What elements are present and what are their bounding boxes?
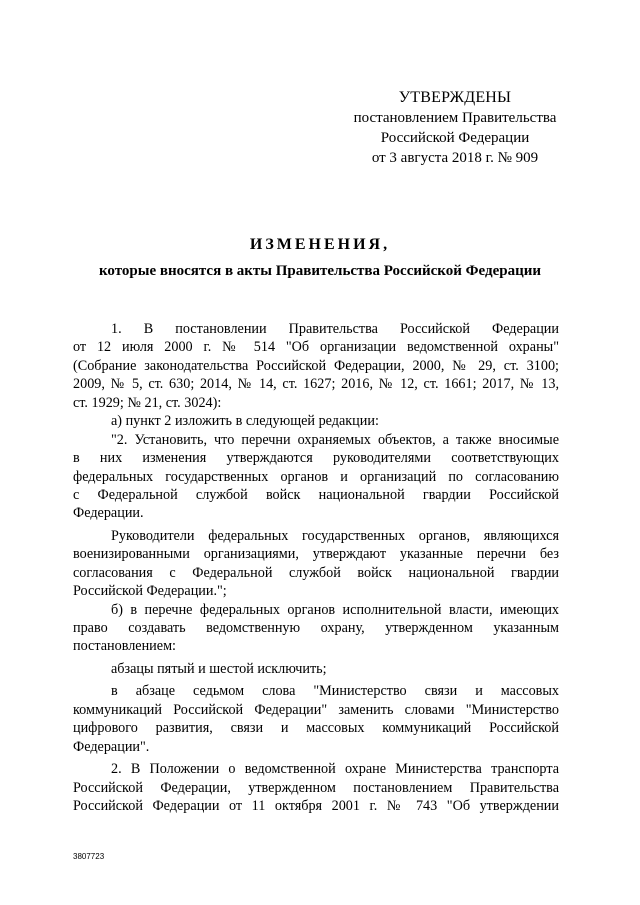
document-code: 3807723 [73,852,105,861]
body-line: ст. 1929; № 21, ст. 3024): [73,394,222,411]
body-line: абзацы пятый и шестой исключить; [111,660,327,677]
body-line: с Федеральной службой войск национальной гвардии Российской [73,486,559,503]
body-line: 2009, № 5, ст. 630; 2014, № 14, ст. 1627; 2016, № 12, ст. 1661; 2017, № 13, [73,376,559,393]
body-line: Руководители федеральных государственных органов, являющихся [111,527,559,544]
body-line: Российской Федерации, утвержденном постановлением Правительства [73,779,559,796]
approval-line-2: Российской Федерации [380,130,530,146]
document-body [73,320,559,815]
body-line: (Собрание законодательства Российской Федерации, 2000, № 29, ст. 3100; [73,357,559,374]
body-line: в них изменения утверждаются руководителями соответствующих [73,450,559,467]
body-line: а) пункт 2 изложить в следующей редакции: [111,413,379,430]
approval-line-1: постановлением Правительства [353,110,557,126]
body-line: согласования с Федеральной службой войск национальной гвардии [73,564,559,581]
body-line: федеральных государственных органов и организаций по согласованию [73,468,559,485]
document-subtitle: которые вносятся в акты Правительства Российской Федерации [98,263,542,279]
body-line: постановлением: [73,638,176,655]
approval-stamp [330,88,580,168]
body-line: Российской Федерации."; [73,583,227,600]
approval-line-3: от 3 августа 2018 г. № 909 [371,150,539,166]
body-line: Федерации". [73,738,150,755]
body-line: б) в перечне федеральных органов исполнительной власти, имеющих [111,601,559,618]
body-line: военизированными организациями, утверждают указанные перечни без [73,546,559,563]
body-line: "2. Установить, что перечни охраняемых объектов, а также вносимые [111,431,559,448]
body-line: 1. В постановлении Правительства Российской Федерации [111,321,559,337]
body-line: коммуникаций Российской Федерации" заменить словами "Министерство [73,701,559,718]
body-line: Федерации. [73,505,144,522]
body-line: Российской Федерации от 11 октября 2001 г. № 743 "Об утверждении [73,797,559,814]
body-line: право создавать ведомственную охрану, утвержденном указанным [73,620,559,636]
document-title: ИЗМЕНЕНИЯ, [249,236,391,253]
body-line: от 12 июля 2000 г. № 514 "Об организации ведомственной охраны" [73,339,559,356]
body-line: 2. В Положении о ведомственной охране Министерства транспорта [111,761,559,778]
body-line: цифрового развития, связи и массовых коммуникаций Российской [73,720,559,737]
approval-heading: УТВЕРЖДЕНЫ [398,89,512,106]
body-line: в абзаце седьмом слова "Министерство связи и массовых [111,683,559,700]
